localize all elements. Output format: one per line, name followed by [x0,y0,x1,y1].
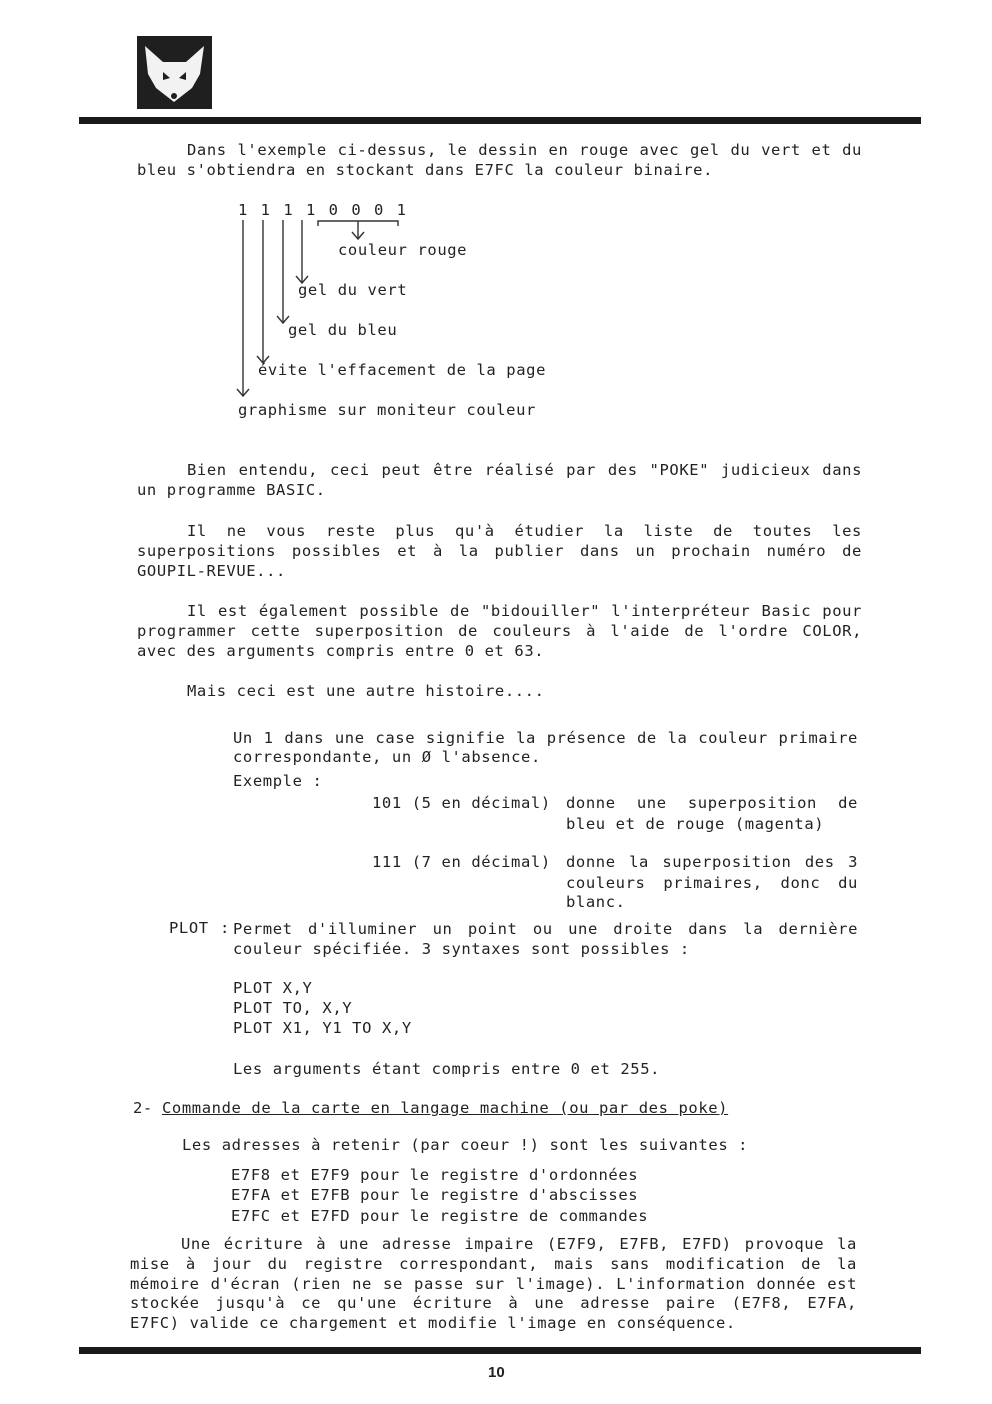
para1-line1: Bien entendu, ceci peut être réalisé par des "POKE" judicieux dans [187,461,862,479]
binary-bits: 1 1 1 1 0 0 0 1 [238,201,408,219]
example2-desc-line2: couleurs primaires, donc du [566,874,858,892]
address-line-1: E7F8 et E7F9 pour le registre d'ordonnées [231,1166,639,1184]
para3-line3: avec des arguments compris entre 0 et 63. [137,642,545,660]
final-line4: stockée jusqu'à ce qu'une écriture à une adresse paire (E7F8, E7FA, [130,1294,857,1312]
note-line1: Un 1 dans une case signifie la présence de la couleur primaire [233,729,858,747]
final-line1: Une écriture à une adresse impaire (E7F9, E7FB, E7FD) provoque la [181,1235,857,1253]
page-number: 10 [488,1364,505,1381]
para3-line1: Il est également possible de "bidouiller" l'interpréteur Basic pour [187,602,862,620]
para2-line3: GOUPIL-REVUE... [137,562,286,580]
example2-code: 111 (7 en décimal) [372,853,551,871]
plot-args: Les arguments étant compris entre 0 et 255. [233,1060,661,1078]
final-line2: mise à jour du registre correspondant, mais sans modification de la [130,1255,857,1273]
intro-line-1: Dans l'exemple ci-dessus, le dessin en rouge avec gel du vert et du [187,141,862,159]
label-gel-vert: gel du vert [298,281,408,299]
label-gel-bleu: gel du bleu [288,321,398,339]
example2-desc-line1: donne la superposition des 3 [566,853,858,871]
bottom-rule [79,1347,921,1354]
plot-syntax-1: PLOT X,Y [233,979,313,997]
example1-code: 101 (5 en décimal) [372,794,551,812]
note-line2: correspondante, un Ø l'absence. [233,748,541,766]
example2-desc-line3: blanc. [566,893,626,911]
final-line5: E7FC) valide ce chargement et modifie l'image en conséquence. [130,1314,736,1332]
label-graphisme: graphisme sur moniteur couleur [238,401,536,419]
top-rule [79,117,921,124]
section2-title: Commande de la carte en langage machine (ou par des poke) [162,1099,729,1117]
address-line-2: E7FA et E7FB pour le registre d'abscisses [231,1186,639,1204]
plot-desc-line2: couleur spécifiée. 3 syntaxes sont possibles : [233,940,690,958]
plot-syntax-2: PLOT TO, X,Y [233,999,353,1017]
label-couleur-rouge: couleur rouge [338,241,468,259]
example1-desc-line2: bleu et de rouge (magenta) [566,815,825,833]
final-line3: mémoire d'écran (rien ne se passe sur l'image). L'information donnée est [130,1275,857,1293]
para2-line2: superpositions possibles et à la publier dans un prochain numéro de [137,542,862,560]
para3-line2: programmer cette superposition de couleurs à l'aide de l'ordre COLOR, [137,622,862,640]
example1-desc-line1: donne une superposition de [566,794,858,812]
section2-intro: Les adresses à retenir (par coeur !) sont les suivantes : [182,1136,749,1154]
para4: Mais ceci est une autre histoire.... [187,682,545,700]
address-line-3: E7FC et E7FD pour le registre de commandes [231,1207,649,1225]
label-effacement: évite l'effacement de la page [258,361,547,379]
plot-syntax-3: PLOT X1, Y1 TO X,Y [233,1019,412,1037]
example-label: Exemple : [233,772,323,790]
plot-desc-line1: Permet d'illuminer un point ou une droite dans la dernière [233,920,858,938]
plot-colon: : [220,919,230,937]
para1-line2: un programme BASIC. [137,481,326,499]
section2-number: 2- [133,1099,153,1117]
para2-line1: Il ne vous reste plus qu'à étudier la liste de toutes les [187,522,862,540]
plot-keyword: PLOT [169,919,209,937]
intro-line-2: bleu s'obtiendra en stockant dans E7FC la couleur binaire. [137,161,714,179]
